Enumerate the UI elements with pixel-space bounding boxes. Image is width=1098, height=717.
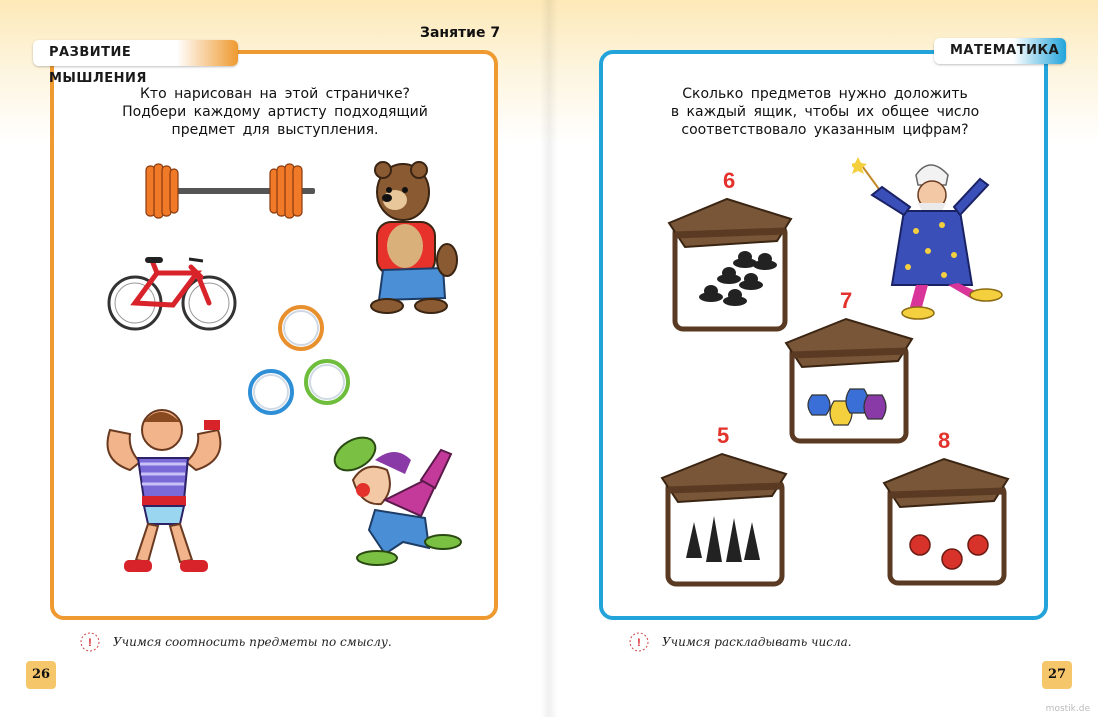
- task-line: Кто нарисован на этой страничке?: [139, 86, 410, 102]
- watermark: mostik.de: [1045, 704, 1090, 714]
- juggling-rings-illustration: [245, 300, 355, 420]
- strongman-illustration: [100, 400, 230, 580]
- box-with-balls: [882, 455, 1012, 590]
- bicycle-illustration: [105, 245, 240, 335]
- page-gutter: [540, 0, 558, 717]
- wizard-illustration: [852, 155, 1012, 325]
- task-line: предмет для выступления.: [171, 122, 379, 138]
- adult-note-icon: [78, 631, 102, 653]
- left-section-tab: РАЗВИТИЕ МЫШЛЕНИЯ: [33, 40, 238, 66]
- box-number-8: 8: [938, 428, 951, 453]
- box-with-vases: [782, 315, 916, 445]
- left-footnote: Учимся соотносить предметы по смыслу.: [113, 635, 392, 649]
- task-line: Сколько предметов нужно доложить: [682, 86, 968, 102]
- box-number-6: 6: [723, 168, 736, 193]
- task-line: соответствовало указанным цифрам?: [681, 122, 969, 138]
- task-line: в каждый ящик, чтобы их общее число: [670, 104, 980, 120]
- box-with-hats: [665, 195, 795, 335]
- svg-text:!: !: [637, 637, 641, 649]
- lesson-title: Занятие 7: [420, 25, 501, 41]
- box-number-5: 5: [717, 423, 730, 448]
- page-number-right: 27: [1042, 661, 1072, 689]
- right-task-text: [640, 85, 1010, 139]
- adult-note-icon: [627, 631, 651, 653]
- task-line: Подбери каждому артисту подходящий: [122, 104, 428, 120]
- box-number-7: 7: [840, 288, 853, 313]
- page-number-left: 26: [26, 661, 56, 689]
- bear-illustration: [365, 160, 465, 320]
- clown-illustration: [325, 430, 470, 570]
- barbell-illustration: [140, 160, 320, 222]
- right-footnote: Учимся раскладывать числа.: [662, 635, 852, 649]
- svg-text:!: !: [88, 637, 92, 649]
- right-section-tab: МАТЕМАТИКА: [934, 38, 1066, 64]
- left-task-text: [100, 85, 450, 139]
- box-with-umbrellas: [660, 450, 790, 590]
